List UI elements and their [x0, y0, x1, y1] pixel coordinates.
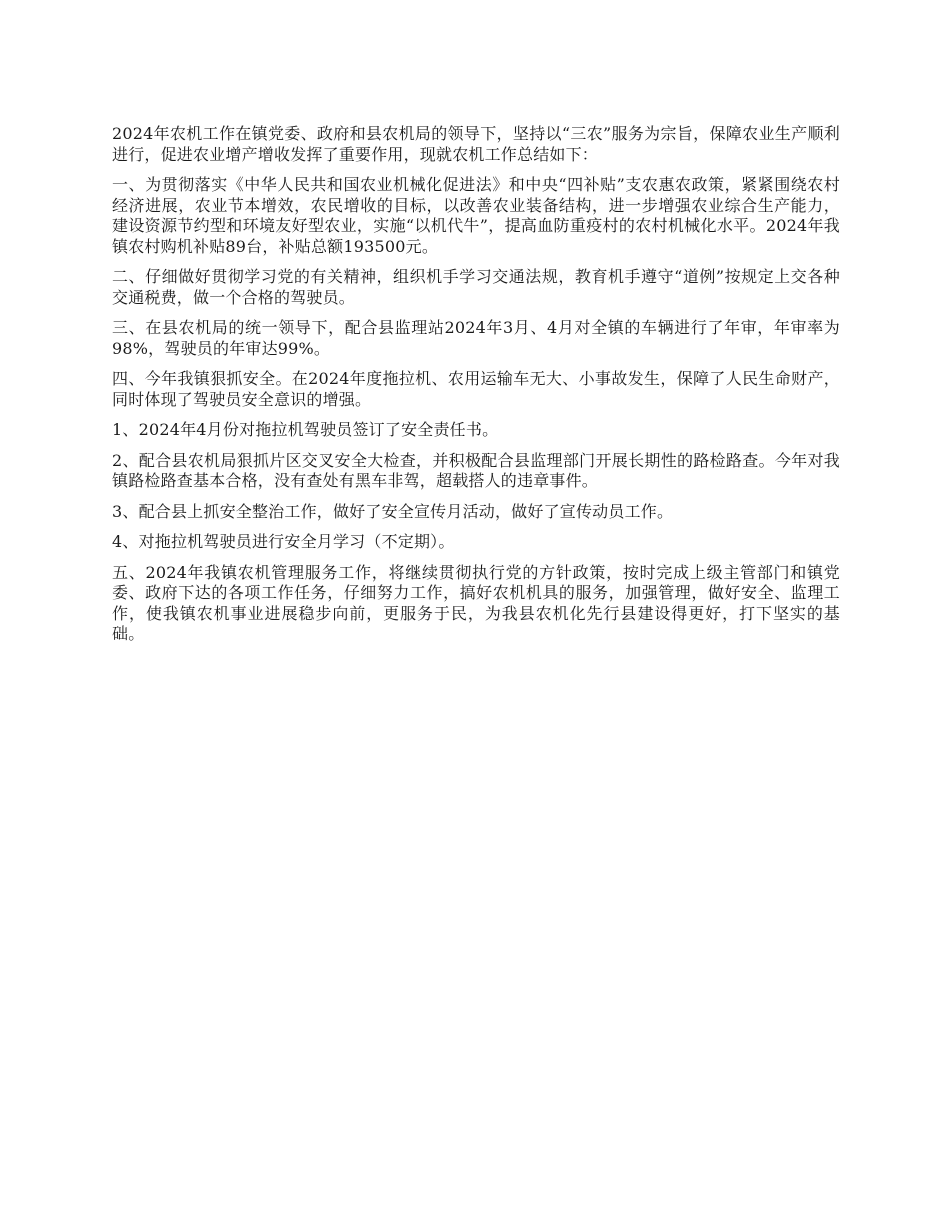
paragraph-item-2: 2、配合县农机局狠抓片区交叉安全大检查，并积极配合县监理部门开展长期性的路检路查。今年对我镇路检路查基本合格，没有查处有黑车非驾，超载搭人的违章事件。	[112, 450, 840, 490]
document-body	[112, 124, 840, 655]
paragraph-section-3: 三、在县农机局的统一领导下，配合县监理站2024年3月、4月对全镇的车辆进行了年审，年审率为98%，驾驶员的年审达99%。	[112, 318, 840, 358]
paragraph-section-2: 二、仔细做好贯彻学习党的有关精神，组织机手学习交通法规，教育机手遵守“道例”按规定上交各种交通税费，做一个合格的驾驶员。	[112, 267, 840, 307]
paragraph-intro: 2024年农机工作在镇党委、政府和县农机局的领导下，坚持以“三农”服务为宗旨，保障农业生产顺利进行，促进农业增产增收发挥了重要作用，现就农机工作总结如下：	[112, 124, 840, 164]
paragraph-item-1: 1、2024年4月份对拖拉机驾驶员签订了安全责任书。	[112, 420, 499, 439]
paragraph-section-4: 四、今年我镇狠抓安全。在2024年度拖拉机、农用运输车无大、小事故发生，保障了人民生命财产，同时体现了驾驶员安全意识的增强。	[112, 369, 840, 409]
paragraph-item-3: 3、配合县上抓安全整治工作，做好了安全宣传月活动，做好了宣传动员工作。	[112, 501, 674, 521]
paragraph-section-1: 一、为贯彻落实《中华人民共和国农业机械化促进法》和中央“四补贴”支农惠农政策，紧紧围绕农村经济进展，农业节本增效，农民增收的目标，以改善农业装备结构，进一步增强农业综合生产能力，建设资源节约型和环境友好型农业，实施“以机代牛”，提高血防重疫村的农村机械化水平。2024年我镇农村购机补贴89台，补贴总额193500元。	[112, 175, 840, 256]
paragraph-section-5: 五、2024年我镇农机管理服务工作，将继续贯彻执行党的方针政策，按时完成上级主管部门和镇党委、政府下达的各项工作任务，仔细努力工作，搞好农机机具的服务，加强管理，做好安全、监理工作，使我镇农机事业进展稳步向前，更服务于民，为我县农机化先行县建设得更好，打下坚实的基础。	[112, 562, 840, 643]
paragraph-item-4: 4、对拖拉机驾驶员进行安全月学习（不定期）。	[112, 532, 455, 551]
